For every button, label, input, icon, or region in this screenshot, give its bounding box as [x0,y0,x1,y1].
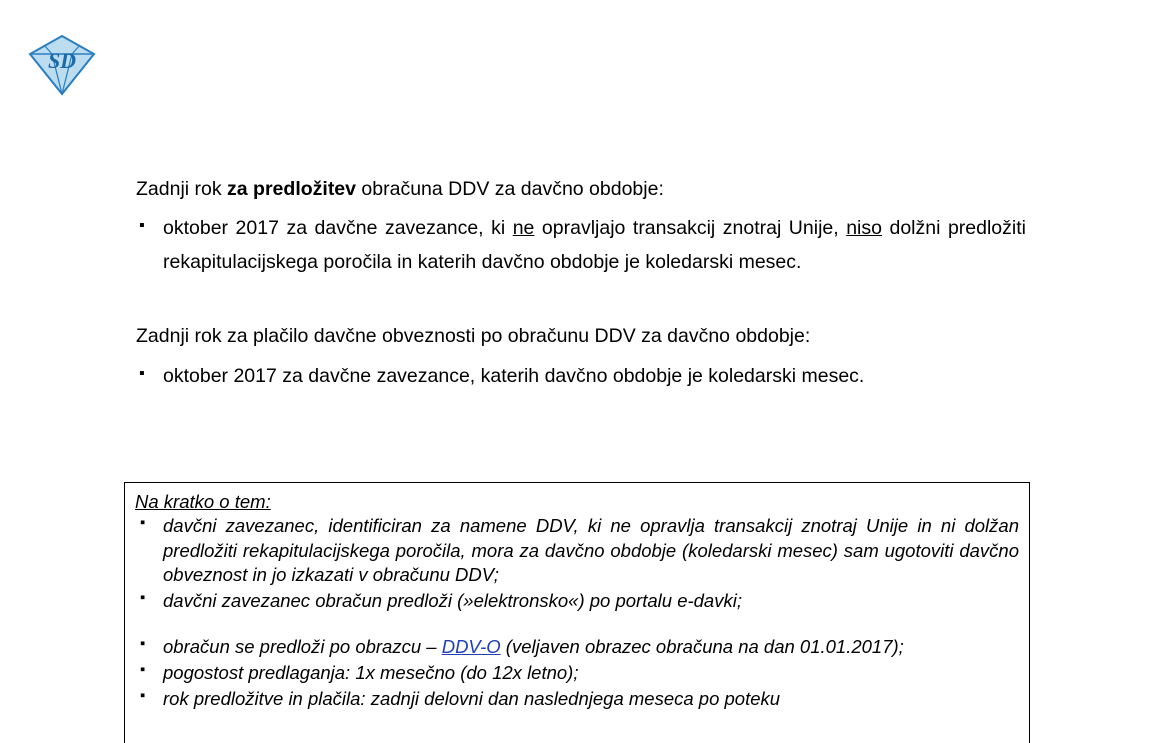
deadline-payment-heading [136,323,1026,349]
bullet1-ne: ne [512,217,535,240]
list-item: ▪ pogostost predlaganja: 1x mesečno (do 12x letno); [135,661,1019,686]
bullet1-part3: dolžni predložiti rekapitulacijskega poročila in katerih davčno obdobje je koledarski mesec. [163,217,1026,273]
list-item: ▪ davčni zavezanec, identificiran za namene DDV, ki ne opravlja transakcij znotraj Unije in ni dolžan predložiti rekapitulacijskega poročila, mora za davčno obdobje (koledarski mesec) sam ugotoviti davčno obveznost in jo izkazati v obračunu DDV; [135,514,1019,588]
lead2-post: davčne obveznosti po obračunu DDV za davčno obdobje: [308,325,811,348]
paragraph-spacer [136,279,1026,323]
form-pre: obračun se predloži po obrazcu – [163,636,442,658]
sd-diamond-logo [26,34,98,96]
list-item: ▪ davčni zavezanec obračun predloži (»elektronsko«) po portalu e-davki; [135,589,1019,614]
lead2-pre: Zadnji rok [136,325,228,348]
deadline-submission-heading [136,176,1026,202]
list-item: ▪ rok predložitve in plačila: zadnji delovni dan naslednjega meseca po poteku [135,687,1019,712]
lead2-bold: za plačilo [227,325,309,348]
ddv-o-link[interactable]: DDV-O [441,636,501,658]
list-item [135,635,1019,660]
lead1-bold: za predložitev [227,178,356,200]
summary-box-list [135,514,1019,711]
list-item [136,212,1026,279]
list-item: ▪ oktober 2017 za davčne zavezance, katerih davčno obdobje je koledarski mesec. [136,360,1026,394]
summary-box-title: Na kratko o tem: [135,491,271,512]
bullet1-niso: niso [846,217,882,240]
submission-bullet-list [136,212,1026,279]
lead1-pre: Zadnji rok [136,178,228,200]
bullet1-part2: opravljajo transakcij znotraj Unije, [534,217,847,240]
summary-box [124,482,1030,743]
document-body [136,176,1026,393]
payment-bullet-list [136,360,1026,394]
lead1-post: obračuna DDV za davčno obdobje: [356,178,664,200]
svg-text:SD: SD [47,48,77,73]
bullet1-part1: oktober 2017 za davčne zavezance, ki [163,217,513,240]
form-post: (veljaven obrazec obračuna na dan 01.01.2017); [500,636,904,658]
